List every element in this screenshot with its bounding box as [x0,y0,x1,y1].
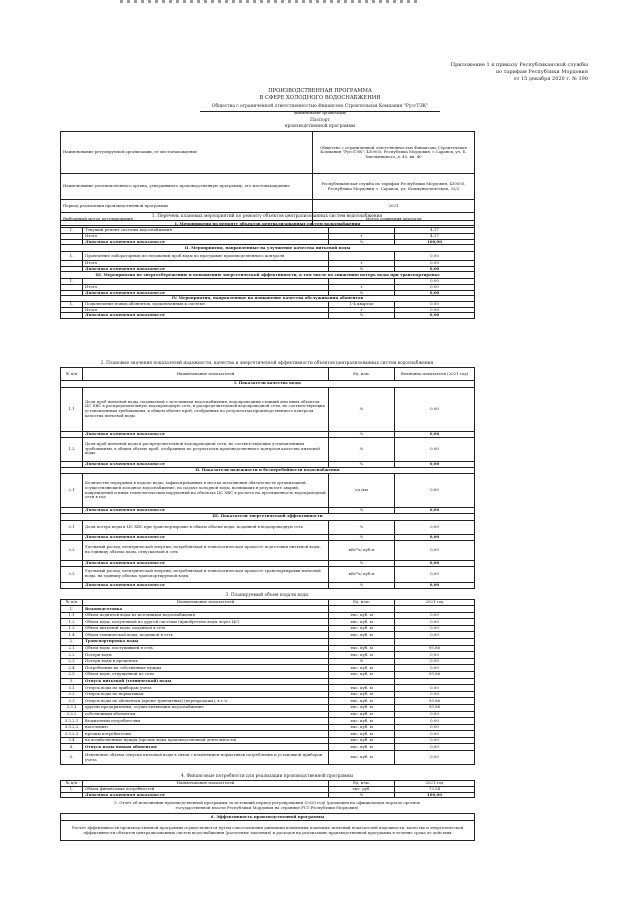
cell-unit: тыс. куб. м [329,737,395,744]
cell-no: 3.3.2.3 [61,731,83,738]
cell-unit [329,678,395,685]
passport-heading-line-1: Паспорт [310,118,330,123]
cell-value: 0,00 [395,718,475,725]
cell-name: Отпуск воды по нормативам [83,691,329,698]
table-row [61,751,475,765]
col-header-name: Наименование показателей [83,600,329,606]
col-header-no: № п/п [61,600,83,606]
cell-no: 3.1 [61,685,83,692]
cell-no: 3.3.2 [61,711,83,718]
section-5-line-1: 5. Отчет об исполнении производственной программы за истекший период регулирования (2020 год) (размещен на официальном портале органов [114,800,420,805]
cell-no: 3.2 [61,691,83,698]
cell-name: Отпуск воды новым абонентам [83,744,329,751]
passport-value: Республиканская служба по тарифам Республики Мордовия, 430005, Республика Мордовия, г. Саранск, ул. Коммунистическая, 33/2 [313,174,475,200]
cell-no: 1. [61,787,83,793]
cell-name: Динамика изменения показателя [83,313,329,319]
cell-name: Удельный расход электрической энергии, потребляемой в технологическом процессе подготовки питьевой воды, на единицу объема воды, отпускаемой в сеть [83,540,329,560]
cell-value: 0,00 [395,290,475,296]
section-6-table [60,813,475,841]
cell-value: 0,00 [395,632,475,639]
table-row [61,731,475,738]
cell-no: 3.3 [61,566,83,582]
cell-schedule: % [329,266,395,272]
passport-value: Метод сравнения аналогов [313,213,475,226]
cell-name: Потребление на собственные нужды [83,665,329,672]
cell-unit: % [329,560,395,566]
cell-no: 2.3 [61,658,83,665]
group-heading: II. Показатели надежности и бесперебойности водоснабжения [61,467,475,474]
cell-schedule: % [329,239,395,245]
cell-name: Итого [83,261,329,267]
cell-value: 0,00 [395,252,475,261]
cell-schedule: % [329,313,395,319]
doc-title-line-2: В СФЕРЕ ХОЛОДНОГО ВОДОСНАБЖЕНИЯ [259,94,381,101]
cell-name: населению [83,724,329,731]
col-header-name: Наименование показателей [83,368,329,381]
table-row [61,245,475,252]
passport-row [61,132,475,174]
col-header-unit: Ед. изм. [329,368,395,381]
cell-unit: тыс. куб. м [329,711,395,718]
table-row [61,566,475,582]
passport-label: Период реализации производственной программы [61,200,313,213]
cell-value: 0,00 [395,284,475,290]
col-header-year: 2021 год [395,600,475,606]
cell-name: Отпуск питьевой (технической) воды [83,678,329,685]
cell-value: 0,00 [395,612,475,619]
table-row [61,437,475,461]
cell-no: 3.3 [61,698,83,705]
cell-name: Удельный расход электрической энергии, потребляемой в технологическом процессе транспортировки питьевой воды, на единицу объема транспортируемой воды [83,566,329,582]
passport-value: 2021 [313,200,475,213]
cell-value: 0,00 [395,724,475,731]
cell-value: 0,00 [395,619,475,626]
cell-unit: тыс. куб. м [329,704,395,711]
cell-name: Отпуск воды по абонентам (кроме транзитных) (перепродажа), в т.ч. [83,698,329,705]
cell-name: Объем питьевой воды, поданной в сеть [83,625,329,632]
cell-name: Водоподготовка [83,606,329,613]
cell-unit: % [329,792,395,798]
cell-name: Динамика изменения показателя [83,792,329,798]
cell-name: Итого [83,307,329,313]
cell-no: 3.1 [61,520,83,534]
cell-name: Текущий ремонт системы водоснабжения [83,228,329,234]
table-row [61,665,475,672]
cell-name: Динамика изменения показателя [83,266,329,272]
appendix-note [358,62,588,83]
table-row [61,691,475,698]
appendix-line-1: Приложение 1 к приказу Республиканской службы [450,62,588,68]
table-row [61,221,475,228]
col-header-value: Величина показателя (2021 год) [395,368,475,381]
cell-name: Объем финансовых потребностей [83,787,329,793]
cell-value: 95,86 [395,645,475,652]
cell-name: Доля проб питьевой воды, подаваемой с источников водоснабжения, водопроводных станций или иных объектов ЦС ХВС в распределительную водопроводную сеть, в распределительной водопроводной сети, не соответствующих установленным требованиям, в общем объеме проб, отобранных по результатам производственного контроля качества питьевой воды [83,387,329,431]
section-1-title: 1. Перечень плановых мероприятий по ремонту объектов централизованных систем водоснабжения [151,214,383,219]
cell-schedule: т [329,234,395,240]
passport-value: Общество с ограниченной ответственностью Финансово Строительная Компания "РуссТЭК", 430005, Республика Мордовия, г.Саранск, ул. Б. Хмельницкого, д. 40, кв. 40 [313,132,475,174]
appendix-line-3: от 15 декабря 2020 г. № 190 [513,76,588,82]
cell-name: Доля потерь воды в ЦС ХВС при транспортировке в общем объеме воды, поданной в водопроводную сеть [83,520,329,534]
cell-no [61,582,83,588]
cell-name: Итого [83,284,329,290]
table-row [61,520,475,534]
col-header-year: 2021 год [395,781,475,787]
cell-no: 1.4 [61,632,83,639]
passport-label: Наименование регулируемой организации, ее местонахождение [61,132,313,174]
table-row [61,678,475,685]
cell-unit: ед./км [329,474,395,508]
cell-value: 0,00 [395,431,475,437]
cell-no: 3. [61,678,83,685]
col-header-unit: Ед. изм. [329,600,395,606]
cell-unit: % [329,437,395,461]
cell-name: Потери воды [83,652,329,659]
cell-no: 2.1 [61,645,83,652]
cell-value: 0,00 [395,437,475,461]
passport-table [60,131,475,226]
section-4-table [60,780,475,798]
cell-no: 2. [61,638,83,645]
cell-value [395,606,475,613]
cell-value: 0,00 [395,474,475,508]
group-heading: I. Мероприятия по ремонту объектов централизованных систем водоснабжения [61,221,475,228]
cell-no: 1.1 [61,387,83,431]
cell-value [395,638,475,645]
group-heading: I. Показатели качества воды [61,381,475,388]
cell-unit: % [329,461,395,467]
cell-value: 0,00 [395,658,475,665]
cell-no: 3.4 [61,737,83,744]
cell-no: 1.2 [61,437,83,461]
cell-no: 3.3.2.1 [61,718,83,725]
cell-schedule: т [329,284,395,290]
table-row [61,313,475,319]
scan-artifact [120,0,420,3]
passport-label: Наименование уполномоченного органа, утвердившего производственную программу, его местонахождение [61,174,313,200]
cell-value: 0,00 [395,737,475,744]
cell-value: 95,86 [395,671,475,678]
cell-unit: тыс. куб. м [329,652,395,659]
org-caption: (наименование организации) [293,111,347,115]
cell-unit [329,638,395,645]
cell-unit: тыс. куб. м [329,665,395,672]
cell-unit: % [329,658,395,665]
cell-unit: % [329,387,395,431]
cell-value: 0,00 [395,261,475,267]
cell-schedule: % [329,290,395,296]
cell-value: 0,00 [395,302,475,308]
cell-name: Динамика изменения показателя [83,582,329,588]
cell-name: Динамика изменения показателя [83,290,329,296]
cell-name: бюджетным потребителям [83,718,329,725]
cell-name: Проведение лабораторных исследований проб воды по программе производственного контроля [83,252,329,261]
cell-no: 5. [61,751,83,765]
cell-name: другим предприятиям, осуществляющим водоснабжение [83,704,329,711]
cell-no: 1. [61,279,83,285]
cell-value: 0,00 [395,665,475,672]
cell-no: 1.2 [61,619,83,626]
cell-unit: % [329,508,395,514]
cell-unit: тыс. куб. м [329,625,395,632]
cell-unit: кВт*ч/ куб.м [329,566,395,582]
cell-unit: тыс. куб. м [329,744,395,751]
cell-value: 0,00 [395,685,475,692]
section-4-title: 4. Финансовые потребности для реализации производственной программы [181,774,353,779]
cell-value: 0,00 [395,744,475,751]
cell-value: 0,00 [395,582,475,588]
cell-name: Объем воды, поступившей в сеть [83,645,329,652]
cell-no: 1. [61,302,83,308]
section-5-report [60,801,474,810]
table-row [61,698,475,705]
group-heading: III. Мероприятия по энергосбережению и повышению энергетической эффективности, в том числе по снижению потерь воды при транспортировке [61,272,475,279]
cell-value: 100,00 [395,792,475,798]
table-row [61,652,475,659]
table-row [61,718,475,725]
cell-value: 0,00 [395,461,475,467]
table-row [61,252,475,261]
table-row [61,792,475,798]
section-5-line-2: государственной власти Республики Мордовия на странице РСТ Республики Мордовия) [175,804,359,810]
section-6-text: Расчет эффективности производственной программы осуществляется путем сопоставления динамики изменения плановых значений показателей надежности, качества и энергетической эффективности объектов централизованных систем водоснабжения (расчетные значения) и расходов на реализацию производственной программы в течение срока ее действия [61,821,475,841]
cell-unit: % [329,520,395,534]
cell-name: Итого [83,234,329,240]
table-row [61,671,475,678]
cell-value: 100,00 [395,239,475,245]
cell-unit: % [329,431,395,437]
cell-value: 0,00 [395,691,475,698]
cell-value: 0,00 [395,540,475,560]
cell-value: 73,54 [395,787,475,793]
cell-name: на хозяйственные нужды (прочие воды производственной деятельности) [83,737,329,744]
cell-name: собственным абонентам [83,711,329,718]
cell-no: 1. [61,606,83,613]
appendix-line-2: по тарифам Республики Мордовия [495,69,588,75]
cell-name: Количество перерывов в подаче воды, зафиксированных в местах исполнения обязательств организацией, осуществляющей холодное водоснабжение, по подаче холодной воды, возникших в результате аварий, повреждений и иных технологических нарушений на объектах ЦС ХВС в расчете на протяженность водопроводной сети в год [83,474,329,508]
cell-name: Объем воды, полученной из другой системы (приобретено воды через ЦС) [83,619,329,626]
org-name: Общества с ограниченной ответственностью Финансово Строительная Компания "РуссТЭК" [211,104,429,109]
table-header-row [61,368,475,381]
cell-unit: тыс. куб. м [329,632,395,639]
cell-value: 0,00 [395,534,475,540]
cell-no: 2.5 [61,671,83,678]
cell-value: 0,00 [395,520,475,534]
cell-unit: тыс. куб. м [329,718,395,725]
table-row [61,540,475,560]
passport-label: Выбранный метод регулирования [61,213,313,226]
cell-name: Динамика изменения показателя [83,431,329,437]
table-row [61,632,475,639]
table-row [61,744,475,751]
table-row [61,272,475,279]
cell-unit: % [329,582,395,588]
cell-unit: тыс. куб. м [329,671,395,678]
cell-value: 0,00 [395,652,475,659]
cell-unit: тыс. куб. м [329,612,395,619]
cell-no: 2.2 [61,652,83,659]
cell-value: 0,00 [395,731,475,738]
cell-value: 4,17 [395,228,475,234]
cell-unit: тыс. куб. м [329,698,395,705]
cell-name: Подключение новых абонентов, подключенных к системе [83,302,329,308]
passport-heading [0,118,640,129]
cell-name: Динамика изменения показателя [83,534,329,540]
cell-no: 1.3 [61,625,83,632]
cell-value [395,678,475,685]
cell-no [61,792,83,798]
cell-unit: тыс. куб. м [329,685,395,692]
cell-name: Динамика изменения показателя [83,461,329,467]
cell-schedule: 1-4 квартал [329,302,395,308]
table-row [61,625,475,632]
cell-no [61,313,83,319]
cell-value: 95,86 [395,698,475,705]
cell-name: Динамика изменения показателя [83,239,329,245]
table-row [61,638,475,645]
cell-schedule: т [329,261,395,267]
section-2-table [60,367,475,589]
passport-row [61,200,475,213]
cell-unit: тыс. куб. м [329,724,395,731]
cell-name: Объем поднятой воды из источников водоснабжения [83,612,329,619]
cell-no: 4. [61,744,83,751]
cell-schedule [329,252,395,261]
table-row [61,619,475,626]
cell-name: Потери воды в процентах [83,658,329,665]
cell-value: 0,00 [395,387,475,431]
cell-no: 2.1 [61,474,83,508]
section-1-table [60,220,475,319]
passport-heading-line-2: производственной программы [284,123,356,129]
col-header-unit: Ед. изм. [329,781,395,787]
section-2-title: 2. Плановые значения показателей надежности, качества и энергетической эффективности объектов централизованных систем водоснабжения [100,361,434,366]
cell-name: Отпуск воды по приборам учета [83,685,329,692]
cell-name: Объем технической воды, поданной в сеть [83,632,329,639]
cell-schedule: т [329,307,395,313]
cell-unit: тыс. куб. м [329,619,395,626]
cell-unit: тыс. куб. м [329,645,395,652]
group-heading: IV. Мероприятия, направленные на повышение качества обслуживания абонентов [61,296,475,302]
cell-name: Динамика изменения показателя [83,508,329,514]
cell-no: 3.2 [61,540,83,560]
cell-no: 1.1 [61,612,83,619]
section-3-table [60,599,475,765]
col-header-no: № п/п [61,781,83,787]
cell-value: 0,00 [395,751,475,765]
cell-value: 0,00 [395,566,475,582]
passport-row [61,174,475,200]
group-heading: III. Показатели энергетической эффективности [61,514,475,521]
table-row [61,658,475,665]
cell-value: 0,00 [395,266,475,272]
doc-title-line-1: ПРОИЗВОДСТВЕННАЯ ПРОГРАММА [268,88,372,94]
cell-value: 0,00 [395,307,475,313]
cell-name: Изменение объема отпуска питьевой воды в связи с изменением нормативов потребления и установкой приборов учета [83,751,329,765]
cell-name: Транспортировка воды [83,638,329,645]
table-row [61,474,475,508]
cell-unit: тыс. куб. м [329,751,395,765]
cell-no: 3.3.1 [61,704,83,711]
table-row [61,606,475,613]
cell-name: Объем воды, отпущенной из сети [83,671,329,678]
cell-name: Доля проб питьевой воды в распределительной водопроводной сети, не соответствующих установленным требованиям, в общем объеме проб, отобранных по результатам производственного контроля качества питьевой воды [83,437,329,461]
cell-no: 1. [61,228,83,234]
cell-value: 0,00 [395,313,475,319]
cell-unit [329,606,395,613]
table-row [61,737,475,744]
cell-value: 0,00 [395,508,475,514]
doc-title [0,88,640,101]
cell-unit: % [329,534,395,540]
cell-no: 2.4 [61,665,83,672]
cell-value: 4,17 [395,234,475,240]
table-row [61,645,475,652]
table-row [61,711,475,718]
table-row [61,582,475,588]
cell-no: 1. [61,252,83,261]
cell-value: 0,00 [395,711,475,718]
table-row [61,704,475,711]
cell-unit: тыс. куб. м [329,731,395,738]
col-header-no: № п/п [61,368,83,381]
cell-unit: кВт*ч/ куб.м [329,540,395,560]
cell-no: 3.3.2.2 [61,724,83,731]
table-row [61,685,475,692]
cell-unit: тыс. руб. [329,787,395,793]
cell-name: Динамика изменения показателя [83,560,329,566]
table-row [61,387,475,431]
cell-value: 95,86 [395,704,475,711]
cell-name: прочим потребителям [83,731,329,738]
col-header-name: Наименование показателей [83,781,329,787]
table-row [61,612,475,619]
section-6-title: 6. Эффективность производственной программы [61,814,475,821]
cell-unit: тыс. куб. м [329,691,395,698]
table-row [61,724,475,731]
group-heading: II. Мероприятия, направленные на улучшение качества питьевой воды [61,245,475,252]
cell-value: 0,00 [395,279,475,285]
section-3-title: 3. Планируемый объем подачи воды [225,593,309,598]
cell-value: 0,00 [395,625,475,632]
cell-value: 0,00 [395,560,475,566]
